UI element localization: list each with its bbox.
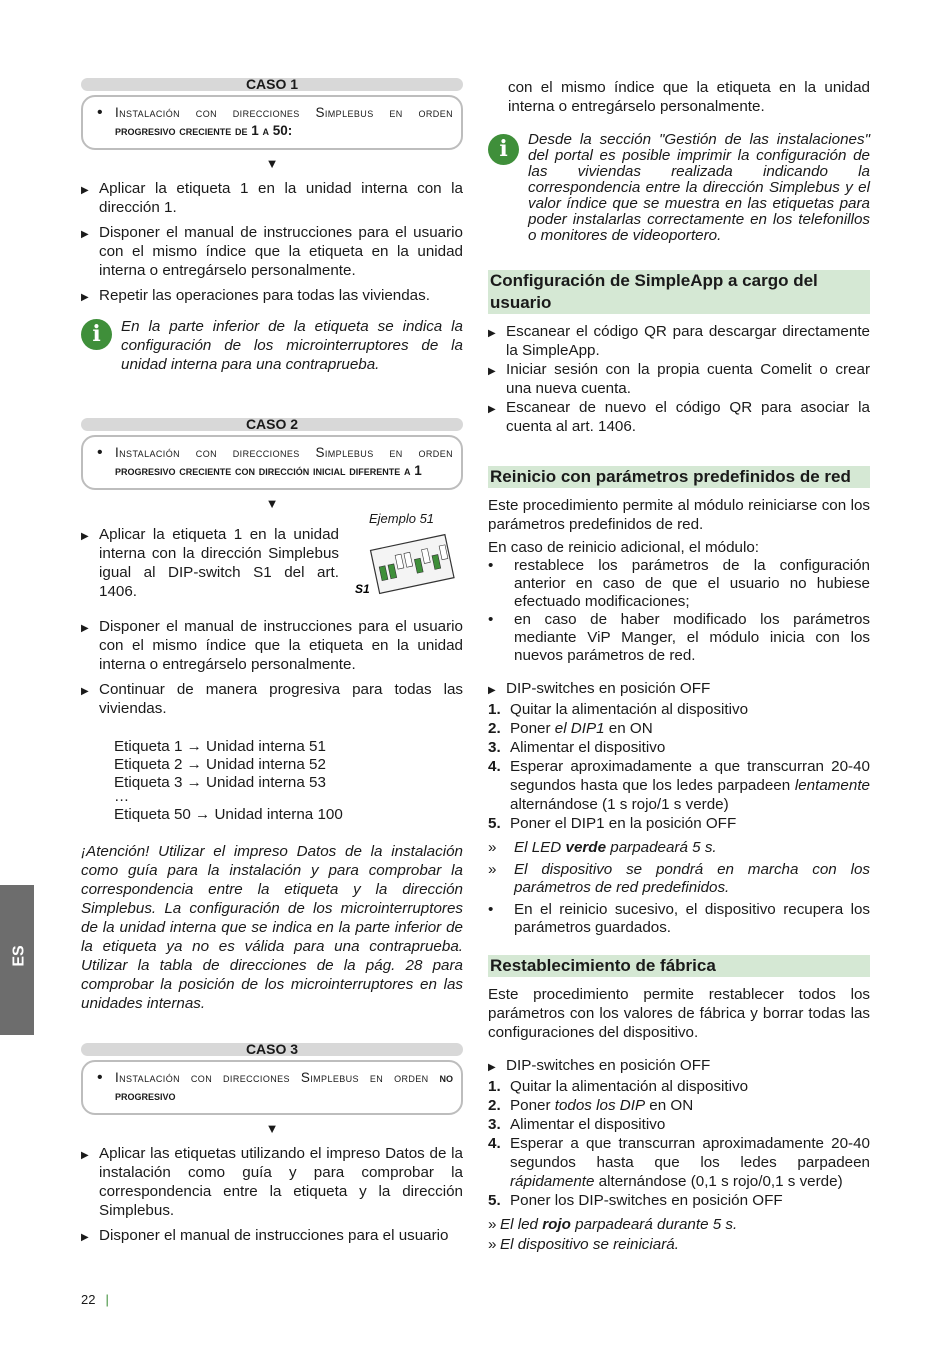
bullet-dot: •: [97, 1069, 103, 1086]
result-item: » El led rojo parpadeará durante 5 s.: [488, 1216, 738, 1233]
step-item: 5. Poner los DIP-switches en posición OFF: [488, 1192, 783, 1209]
right-column: [488, 78, 870, 1258]
triangle-bullet-icon: ▶: [488, 404, 496, 415]
etiqueta-line: Etiqueta 1 → Unidad interna 51: [114, 738, 326, 755]
caso2-box-bold: progresivo creciente con dirección inicial diferente a 1: [115, 463, 422, 478]
triangle-bullet-icon: ▶: [81, 292, 89, 303]
footer-separator: |: [105, 1292, 109, 1307]
caso1-box: [81, 95, 463, 150]
page-footer: [81, 1292, 109, 1307]
caso2-box-text: Instalación con direcciones Simplebus en orden: [115, 445, 453, 460]
step-item: 1. Quitar la alimentación al dispositivo: [488, 701, 749, 718]
step-item: 4. Esperar aproximadamente a que transcurran 20-40 segundos hasta que los ledes parpadeen lentamente alternándose (1 s rojo/1 s verde): [488, 758, 870, 813]
caso3-box-text: Instalación con direcciones Simplebus en orden: [115, 1070, 440, 1085]
result-item: » El dispositivo se reiniciará.: [488, 1236, 679, 1253]
info-icon: i: [81, 319, 112, 350]
paragraph: En caso de reinicio adicional, el módulo:: [488, 539, 760, 556]
arrow-down-icon: ▼: [265, 496, 279, 511]
list-item: ▶ Disponer el manual de instrucciones para el usuario con el mismo índice que la etiqueta en la unidad interna o entregárselo personalmente.: [81, 618, 463, 673]
language-tab-label: ES: [10, 945, 28, 967]
switch-label: S1: [355, 582, 370, 596]
step-item: 5. Poner el DIP1 en la posición OFF: [488, 815, 737, 832]
info-note: i Desde la sección "Gestión de las instalaciones" del portal es posible imprimir la configuración de las viviendas realizada indicando la correspondencia entre la dirección Simplebus y el valor índice que se muestra en las etiquetas para poder instalarlas correctamente en los telefonillos o monitores de videoportero.: [488, 132, 870, 244]
triangle-bullet-icon: ▶: [81, 229, 89, 240]
section-heading: Configuración de SimpleApp a cargo del usuario: [488, 270, 870, 314]
triangle-bullet-icon: ▶: [488, 328, 496, 339]
list-item: ▶ Repetir las operaciones para todas las viviendas.: [81, 286, 463, 307]
example-label: Ejemplo 51: [369, 511, 435, 526]
list-item: ▶ DIP-switches en posición OFF: [488, 1056, 870, 1077]
caso1-box-bold: progresivo creciente de 1 a 50:: [115, 123, 293, 138]
step-item: 2. Poner todos los DIP en ON: [488, 1097, 694, 1114]
caso2-box: [81, 435, 463, 490]
caso1-title: CASO 1: [81, 78, 463, 91]
caso3-title: CASO 3: [81, 1043, 463, 1056]
caso1-box-text: Instalación con direcciones Simplebus en orden: [115, 105, 453, 120]
triangle-bullet-icon: ▶: [81, 686, 89, 697]
step-item: 3. Alimentar el dispositivo: [488, 1116, 666, 1133]
result-item: » El LED verde parpadeará 5 s.: [488, 839, 717, 856]
section-heading: Restablecimiento de fábrica: [488, 955, 870, 977]
list-item: ▶ Iniciar sesión con la propia cuenta Comelit o crear una nueva cuenta.: [488, 361, 870, 397]
etiqueta-line: Etiqueta 3 → Unidad interna 53: [114, 774, 326, 791]
triangle-bullet-icon: ▶: [81, 185, 89, 196]
arrow-down-icon: ▼: [265, 1121, 279, 1136]
bullet-dot: •: [488, 901, 494, 918]
list-item: ▶ Disponer el manual de instrucciones para el usuario con el mismo índice que la etiqueta en la unidad interna o entregárselo personalmente.: [81, 224, 463, 279]
step-item: 3. Alimentar el dispositivo: [488, 739, 666, 756]
list-item: • restablece los parámetros de la configuración anterior en caso de que el usuario no hubiese efectuado modificaciones;: [488, 557, 870, 610]
list-item: ▶ Escanear el código QR para descargar directamente la SimpleApp.: [488, 323, 870, 359]
dip-switch-illustration: [353, 533, 463, 603]
bullet-dot: •: [97, 104, 103, 121]
caso3-box-bold: no progresivo: [115, 1070, 453, 1103]
triangle-bullet-icon: ▶: [81, 531, 89, 542]
bullet-dot: •: [488, 557, 494, 574]
triangle-bullet-icon: ▶: [488, 685, 496, 696]
etiqueta-line: …: [114, 788, 130, 805]
info-note: i En la parte inferior de la etiqueta se indica la configuración de los microinterruptores de la unidad interna para una contraprueba.: [81, 317, 463, 374]
step-item: 4. Esperar a que transcurran aproximadamente 20-40 segundos hasta que los ledes parpadeen rápidamente alternándose (0,1 s rojo/0,1 s verde): [488, 1135, 870, 1190]
list-item: ▶ Escanear de nuevo el código QR para asociar la cuenta al art. 1406.: [488, 399, 870, 435]
triangle-bullet-icon: ▶: [488, 366, 496, 377]
arrow-down-icon: ▼: [265, 156, 279, 171]
etiqueta-line: Etiqueta 2 → Unidad interna 52: [114, 756, 326, 773]
result-item: » El dispositivo se pondrá en marcha con los parámetros de red predefinidos.: [488, 861, 870, 896]
list-item: ▶ Continuar de manera progresiva para todas las viviendas.: [81, 681, 463, 717]
list-item: • En el reinicio sucesivo, el dispositivo recupera los parámetros guardados.: [488, 901, 870, 936]
etiqueta-line: Etiqueta 50 → Unidad interna 100: [114, 806, 343, 823]
left-column: [81, 78, 463, 1253]
language-tab: [0, 885, 34, 1035]
triangle-bullet-icon: ▶: [81, 1232, 89, 1243]
step-item: 1. Quitar la alimentación al dispositivo: [488, 1078, 749, 1095]
info-icon: i: [488, 134, 519, 165]
list-item: ▶ Aplicar la etiqueta 1 en la unidad interna con la dirección 1.: [81, 180, 463, 216]
paragraph: Este procedimiento permite restablecer todos los parámetros con los valores de fábrica y borrar todas las configuraciones del dispositivo.: [488, 986, 870, 1041]
triangle-bullet-icon: ▶: [488, 1062, 496, 1073]
list-item: ▶ Aplicar las etiquetas utilizando el impreso Datos de la instalación como guía y para comprobar la correspondencia entre la etiqueta y la dirección Simplebus.: [81, 1145, 463, 1219]
attention-note: ¡Atención! Utilizar el impreso Datos de la instalación como guía para la instalación y para comprobar la correspondencia entre la etiqueta y la dirección Simplebus. La configuración de los microinterruptores de la unidad interna que se indica en la parte inferior de la etiqueta ya no es válida para una contraprueba. Utilizar la tabla de direcciones de la pág. 28 para comprobar la posición de los microinterruptores en las unidades internas.: [81, 843, 463, 1012]
triangle-bullet-icon: ▶: [81, 623, 89, 634]
bullet-dot: •: [488, 611, 494, 628]
list-item: ▶ DIP-switches en posición OFF: [488, 679, 870, 700]
list-item: • en caso de haber modificado los parámetros mediante ViP Manger, el módulo inicia con los nuevos parámetros de red.: [488, 611, 870, 664]
list-item: ▶ Disponer el manual de instrucciones para el usuario: [81, 1226, 463, 1247]
continuation-text: con el mismo índice que la etiqueta en la unidad interna o entregárselo personalmente.: [508, 79, 870, 115]
bullet-dot: •: [97, 444, 103, 461]
step-item: 2. Poner el DIP1 en ON: [488, 720, 653, 737]
paragraph: Este procedimiento permite al módulo reiniciarse con los parámetros predefinidos de red.: [488, 497, 870, 533]
caso3-box: [81, 1060, 463, 1115]
list-item: ▶ Aplicar la etiqueta 1 en la unidad interna con la dirección Simplebus igual al DIP-switch S1 del art. 1406.: [81, 526, 339, 600]
page-number: 22: [81, 1292, 96, 1307]
caso2-title: CASO 2: [81, 418, 463, 431]
triangle-bullet-icon: ▶: [81, 1150, 89, 1161]
section-heading: Reinicio con parámetros predefinidos de red: [488, 466, 870, 488]
